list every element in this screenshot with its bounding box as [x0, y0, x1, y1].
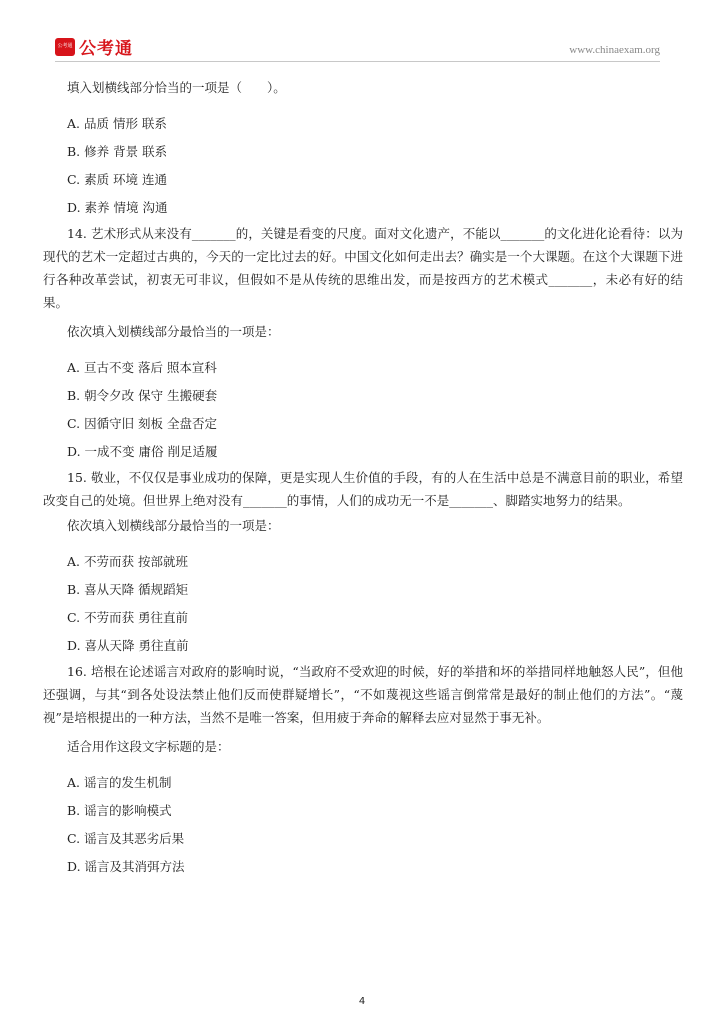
question-prompt: 依次填入划横线部分最恰当的一项是： [67, 518, 280, 533]
logo [55, 34, 133, 59]
question-13 [43, 74, 683, 222]
option-b: B. 朝令夕改 保守 生搬硬套 [67, 388, 218, 403]
option-d: D. 谣言及其消弭方法 [67, 859, 185, 874]
option-a: A. 不劳而获 按部就班 [67, 554, 188, 569]
question-14 [43, 222, 683, 466]
question-16 [43, 660, 683, 881]
site-url: www.chinaexam.org [569, 44, 660, 56]
question-15 [43, 466, 683, 660]
question-prompt: 填入划横线部分恰当的一项是（ ）。 [67, 80, 286, 95]
option-c: C. 因循守旧 刻板 全盘否定 [67, 416, 218, 431]
option-d: D. 一成不变 庸俗 削足适履 [67, 444, 218, 459]
header-divider [55, 61, 660, 62]
option-c: C. 谣言及其恶劣后果 [67, 831, 185, 846]
question-stem: 14. 艺术形式从来没有_______的，关键是看变的尺度。面对文化遗产，不能以_______的文化进化论看待：以为现代的艺术一定超过古典的，今天的一定比过去的好。中国文化如何走出去？确实是一个大课题。在这个大课题下进行各种改革尝试，初衷无可非议，但假如不是从传统的思维出发，而是按西方的艺术模式_______，未必有好的结果。 [43, 226, 683, 310]
option-b: B. 修养 背景 联系 [67, 144, 168, 159]
option-c: C. 不劳而获 勇往直前 [67, 610, 189, 625]
option-a: A. 谣言的发生机制 [67, 775, 172, 790]
option-d: D. 喜从天降 勇往直前 [67, 638, 189, 653]
document-body [43, 74, 683, 881]
option-a: A. 品质 情形 联系 [67, 116, 167, 131]
option-a: A. 亘古不变 落后 照本宣科 [67, 360, 217, 375]
question-stem: 16. 培根在论述谣言对政府的影响时说，“当政府不受欢迎的时候，好的举措和坏的举措同样地触怒人民”，但他还强调，与其“到各处设法禁止他们反而使群疑增长”，“不如蔑视这些谣言倒常常是最好的制止他们的方法”。“蔑视”是培根提出的一种方法，当然不是唯一答案，但用疲于奔命的解释去应对显然于事无补。 [43, 664, 683, 725]
logo-text: 公考通 [79, 39, 133, 59]
option-d: D. 素养 情境 沟通 [67, 200, 168, 215]
question-prompt: 适合用作这段文字标题的是： [67, 739, 230, 754]
logo-badge-icon: 公考通 [55, 38, 75, 56]
question-stem: 15. 敬业，不仅仅是事业成功的保障，更是实现人生价值的手段，有的人在生活中总是不满意目前的职业，希望改变自己的处境。但世界上绝对没有_______的事情，人们的成功无一不是_______、脚踏实地努力的结果。 [43, 470, 683, 508]
page-header [0, 0, 724, 62]
question-prompt: 依次填入划横线部分最恰当的一项是： [67, 324, 280, 339]
option-b: B. 喜从天降 循规蹈矩 [67, 582, 189, 597]
page-number: 4 [358, 996, 366, 1007]
option-c: C. 素质 环境 连通 [67, 172, 168, 187]
option-b: B. 谣言的影响模式 [67, 803, 172, 818]
